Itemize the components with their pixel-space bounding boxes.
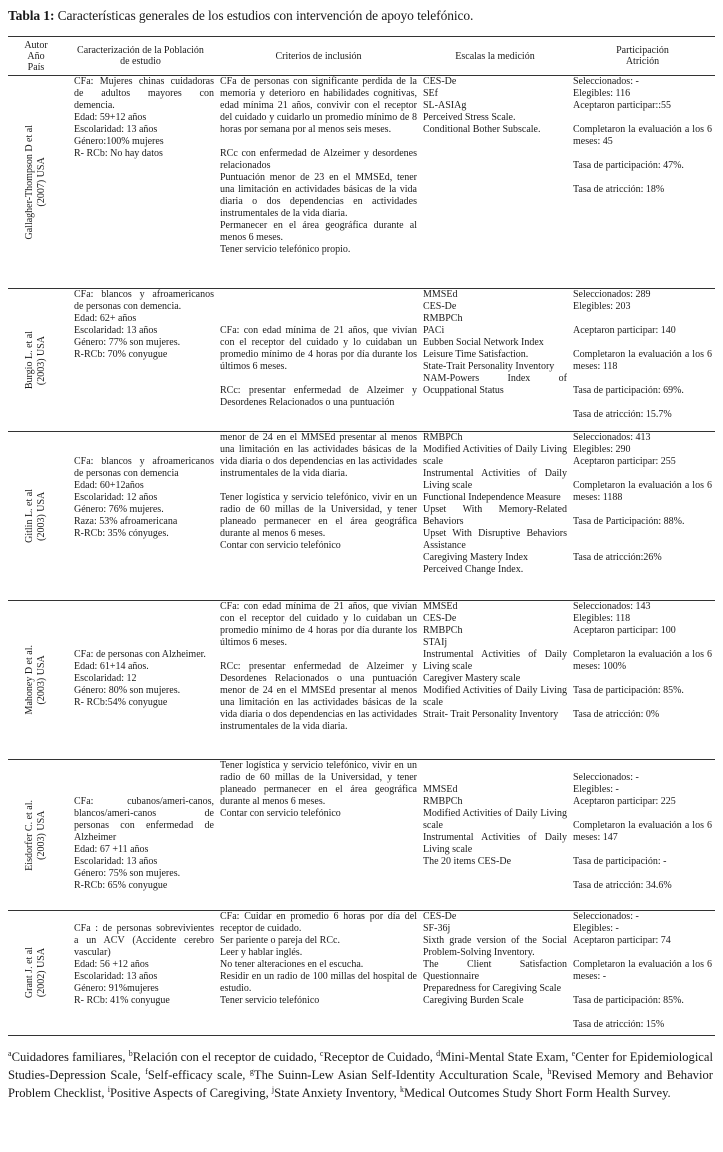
population-line: Edad: 62+ años: [74, 313, 137, 324]
population-line: Género: 75% son mujeres.: [74, 868, 181, 879]
cell-participation: [570, 432, 715, 601]
population-line: [74, 784, 214, 796]
cell-criteria-text: CFa: Cuidar en promedio 6 horas por día del receptor de cuidado. Ser pariente o pareja del RCc. Leer y hablar inglés. No tener alteraciones en el escucha. Residir en un radio de 100 millas del hospital de estudio. Tener servicio telefónico: [220, 911, 417, 1006]
footnote-marker: a: [8, 1048, 12, 1058]
population-line: Escolaridad: 13 años: [74, 124, 158, 135]
cell-population: [64, 911, 217, 1036]
cell-participation: [570, 911, 715, 1036]
author-label: Burgio L. et al (2003) USA: [24, 330, 47, 390]
population-line: vascular): [74, 947, 111, 958]
population-line: R-RCb: 70% conyugue: [74, 349, 168, 360]
population-line: de personas con demencia: [74, 468, 179, 479]
cell-criteria-text: CFa de personas con significante perdida de la memoria y deterioro en habilidades cognitivas, edad mínima 21 años, convivir con el receptor del cuidado y cuidarlo un promedio mínimo de 8 horas por semana por al menos seis meses. RCc con enfermedad de Alzeimer y desordenes relacionados Puntuación menor de 23 en el MMSEd, tener una limitación en actividades básicas de la vida diaria o dos dependencias en actividades instrumentales de la vida diaria. Permanecer en el área geográfica durante al menos 6 meses. Tener servicio telefónico propio.: [220, 76, 417, 255]
population-line: [74, 601, 214, 613]
cell-participation-text: Seleccionados: 289 Elegibles: 203 Aceptaron participar: 140 Completaron la evaluación a los 6 meses: 118 Tasa de participación: 69%. Tasa de atricción: 15.7%: [573, 289, 712, 420]
table-header-row: [8, 37, 715, 76]
cell-criteria: [217, 911, 420, 1036]
cell-criteria-text: menor de 24 en el MMSEd presentar al menos una limitación en las actividades básicas de la vida diaria o dos dependencias en las actividades instrumentales de la vida diaria. Tener logística y servicio telefónico, vivir en un radio de 60 millas de la Universidad, y tener planeado permanecer en el área geográfica durante al menos 6 meses. Contar con servicio telefónico: [220, 432, 417, 551]
table-body: [8, 76, 715, 1036]
population-line: CFa: blancos y afroamericanos: [74, 289, 214, 300]
cell-scales-text: CES-De SEf SL-ASIAg Perceived Stress Scale. Conditional Bother Subscale.: [423, 76, 541, 135]
population-line: CFa: cubanos/ameri-canos,: [74, 796, 214, 807]
population-line: R-RCb: 35% cónyuges.: [74, 528, 169, 539]
footnote-text: The Suinn-Lew Asian Self-Identity Acculturation Scale,: [253, 1068, 548, 1082]
cell-author: [8, 601, 64, 760]
cell-criteria-text: CFa: con edad mínima de 21 años, que vivían con el receptor del cuidado y lo cuidaban un promedio mínimo de 4 horas por día durante los últimos 6 meses. RCc: presentar enfermedad de Alzeimer y Desordenes Relacionados o una puntuación menor de 24 en el MMSEd presentar al menos una limitación en las actividades básicas de la vida diaria o dos dependencias en las actividades instrumentales de la vida diaria.: [220, 601, 417, 732]
cell-criteria: [217, 601, 420, 760]
cell-participation-text: Seleccionados: 413 Elegibles: 290 Aceptaron participar: 255 Completaron la evaluación a los 6 meses: 1188 Tasa de Participación: 88%. Tasa de atricción:26%: [573, 432, 712, 563]
cell-scales-text: MMSEd CES-De RMBPCh STAIj Instrumental Activities of Daily Living scale Caregiver Mastery scale Modified Activities of Daily Living scale Strait- Trait Personality Inventory: [423, 601, 567, 720]
cell-population: [64, 601, 217, 760]
footnote-text: State Anxiety Inventory,: [274, 1086, 400, 1100]
footnote-marker: k: [399, 1084, 404, 1094]
author-label: Gallagher-Thompson D et al (2007) USA: [24, 124, 47, 240]
cell-population: [64, 76, 217, 289]
cell-scales: [420, 760, 570, 911]
footnote-marker: i: [107, 1084, 110, 1094]
footnote-marker: e: [571, 1048, 576, 1058]
cell-participation-text: Seleccionados: - Elegibles: - Aceptaron participar: 225 Completaron la evaluación a los 6 meses: 147 Tasa de participación: - Tasa de atricción: 34.6%: [573, 772, 712, 891]
cell-participation: [570, 76, 715, 289]
footnote-marker: f: [145, 1066, 148, 1076]
cell-population: [64, 289, 217, 432]
population-line: Género: 77% son mujeres.: [74, 337, 181, 348]
population-line: CFa: de personas con Alzheimer.: [74, 649, 206, 660]
header-scales: Escalas la medición: [420, 37, 570, 76]
table-row: [8, 432, 715, 601]
cell-participation: [570, 601, 715, 760]
footnote-marker: b: [128, 1048, 133, 1058]
header-population: Caracterización de la Población de estudio: [64, 37, 217, 76]
cell-participation-text: Seleccionados: - Elegibles: 116 Aceptaron participar::55 Completaron la evaluación a los 6 meses: 45 Tasa de participación: 47%. Tasa de atricción: 18%: [573, 76, 712, 195]
population-line: [74, 444, 214, 456]
header-participation: Participación Atrición: [570, 37, 715, 76]
population-line: CFa: blancos y afroamericanos: [74, 456, 214, 467]
population-line: de personas con demencia.: [74, 301, 182, 312]
population-line: [74, 760, 214, 772]
author-label: Eisdorfer C. et al. (2003) USA: [24, 799, 47, 871]
table-row: [8, 601, 715, 760]
footnotes: [8, 1048, 713, 1102]
population-line: [74, 911, 214, 923]
cell-participation-text: Seleccionados: 143 Elegibles: 118 Aceptaron participar: 100 Completaron la evaluación a los 6 meses: 100% Tasa de participación: 85%. Tasa de atricción: 0%: [573, 601, 712, 720]
cell-scales: [420, 76, 570, 289]
population-line: CFa : de personas sobrevivientes: [74, 923, 214, 934]
population-line: Edad: 56 +12 años: [74, 959, 149, 970]
population-line: a un ACV (Accidente cerebro: [74, 935, 214, 946]
population-line: R- RCb: No hay datos: [74, 148, 163, 159]
population-line: Raza: 53% afroamericana: [74, 516, 178, 527]
footnote-text: Center for Epidemiological Studies-Depression Scale,: [8, 1050, 713, 1082]
footnote-marker: c: [319, 1048, 324, 1058]
caption-text: Características generales de los estudios con intervención de apoyo telefónico.: [54, 8, 474, 23]
cell-author: [8, 760, 64, 911]
footnote-text: Relación con el receptor de cuidado,: [132, 1050, 320, 1064]
cell-criteria: [217, 289, 420, 432]
author-label: Mahoney D et al. (2003) USA: [24, 645, 47, 715]
footnote-marker: g: [249, 1066, 254, 1076]
population-line: [74, 637, 214, 649]
population-line: Escolaridad: 12: [74, 673, 137, 684]
population-line: Edad: 60+12años: [74, 480, 144, 491]
cell-criteria-text: Tener logística y servicio telefónico, vivir en un radio de 60 millas de la Universidad, y tener planeado permanecer en el área geográfica durante al menos 6 meses. Contar con servicio telefónico: [220, 760, 417, 819]
footnote-marker: d: [436, 1048, 441, 1058]
population-line: Edad: 59+12 años: [74, 112, 147, 123]
footnote-text: Cuidadores familiares,: [11, 1050, 129, 1064]
footnote-text: Medical Outcomes Study Short Form Health Survey.: [403, 1086, 671, 1100]
cell-criteria: [217, 432, 420, 601]
population-line: Género: 76% mujeres.: [74, 504, 164, 515]
footnote-text: Positive Aspects of Caregiving,: [109, 1086, 272, 1100]
cell-population: [64, 760, 217, 911]
population-line: [74, 432, 214, 444]
cell-participation: [570, 289, 715, 432]
author-label: Grant J. et al (2002) USA: [24, 947, 47, 999]
cell-scales: [420, 911, 570, 1036]
cell-scales: [420, 432, 570, 601]
population-line: [74, 613, 214, 625]
table-row: [8, 911, 715, 1036]
header-author: Autor Año País: [8, 37, 64, 76]
cell-scales: [420, 289, 570, 432]
cell-scales-text: RMBPCh Modified Activities of Daily Living scale Instrumental Activities of Daily Living scale Functional Independence Measure Upset With Memory-Related Behaviors Upset With Disruptive Behaviors Assistance Caregiving Mastery Index Perceived Change Index.: [423, 432, 567, 575]
footnote-text: Self-efficacy scale,: [147, 1068, 250, 1082]
population-line: blancos/ameri-canos de: [74, 808, 214, 819]
population-line: Escolaridad: 13 años: [74, 856, 158, 867]
population-line: Escolaridad: 13 años: [74, 971, 158, 982]
cell-author: [8, 911, 64, 1036]
population-line: R-RCb: 65% conyugue: [74, 880, 168, 891]
cell-scales: [420, 601, 570, 760]
table-row: [8, 289, 715, 432]
author-label: Gitlin L. et al (2003) USA: [24, 489, 47, 543]
cell-scales-text: MMSEd RMBPCh Modified Activities of Daily Living scale Instrumental Activities of Daily Living scale The 20 items CES-De: [423, 784, 567, 867]
population-line: de adultos mayores con: [74, 88, 214, 99]
cell-participation-text: Seleccionados: - Elegibles: - Aceptaron participar: 74 Completaron la evaluación a los 6 meses: - Tasa de participación: 85%. Tasa de atricción: 15%: [573, 911, 712, 1030]
population-line: [74, 772, 214, 784]
population-line: personas con enfermedad de: [74, 820, 214, 831]
table-caption: [8, 8, 473, 24]
cell-author: [8, 432, 64, 601]
footnote-text: Receptor de Cuidado,: [323, 1050, 437, 1064]
population-line: Género: 91%mujeres: [74, 983, 159, 994]
population-line: Alzheimer: [74, 832, 117, 843]
population-line: R- RCb: 41% conyugue: [74, 995, 170, 1006]
footnote-marker: j: [271, 1084, 275, 1094]
population-line: Edad: 61+14 años.: [74, 661, 149, 672]
cell-scales-text: CES-De SF-36j Sixth grade version of the Social Problem-Solving Inventory. The Client Satisfaction Questionnaire Preparedness for Caregiving Scale Caregiving Burden Scale: [423, 911, 567, 1006]
footnote-marker: h: [547, 1066, 552, 1076]
footnote-text: Revised Memory and Behavior Problem Checklist,: [8, 1068, 713, 1100]
footnote-text: Mini-Mental State Exam,: [440, 1050, 572, 1064]
population-line: Escolaridad: 12 años: [74, 492, 158, 503]
population-line: Género: 80% son mujeres.: [74, 685, 181, 696]
population-line: demencia.: [74, 100, 115, 111]
studies-table: [8, 36, 715, 1036]
cell-author: [8, 289, 64, 432]
caption-label: Tabla 1:: [8, 8, 55, 23]
population-line: R- RCb:54% conyugue: [74, 697, 168, 708]
population-line: [74, 625, 214, 637]
cell-scales-text: MMSEd CES-De RMBPCh PACi Eubben Social Network Index Leisure Time Satisfaction. State-Trait Personality Inventory NAM-Powers Index of Ocuppational Status: [423, 289, 567, 396]
cell-criteria: [217, 76, 420, 289]
population-line: Género:100% mujeres: [74, 136, 164, 147]
table-row: [8, 760, 715, 911]
population-line: Edad: 67 +11 años: [74, 844, 149, 855]
population-line: CFa: Mujeres chinas cuidadoras: [74, 76, 214, 87]
population-line: Escolaridad: 13 años: [74, 325, 158, 336]
cell-criteria-text: CFa: con edad mínima de 21 años, que vivían con el receptor del cuidado y lo cuidaban un promedio mínimo de 4 horas por día durante los últimos 6 meses. RCc: presentar enfermedad de Alzeimer y Desordenes Relacionados o una puntuación: [220, 325, 417, 408]
cell-population: [64, 432, 217, 601]
header-criteria: Criterios de inclusión: [217, 37, 420, 76]
table-row: [8, 76, 715, 289]
cell-participation: [570, 760, 715, 911]
cell-author: [8, 76, 64, 289]
cell-criteria: [217, 760, 420, 911]
